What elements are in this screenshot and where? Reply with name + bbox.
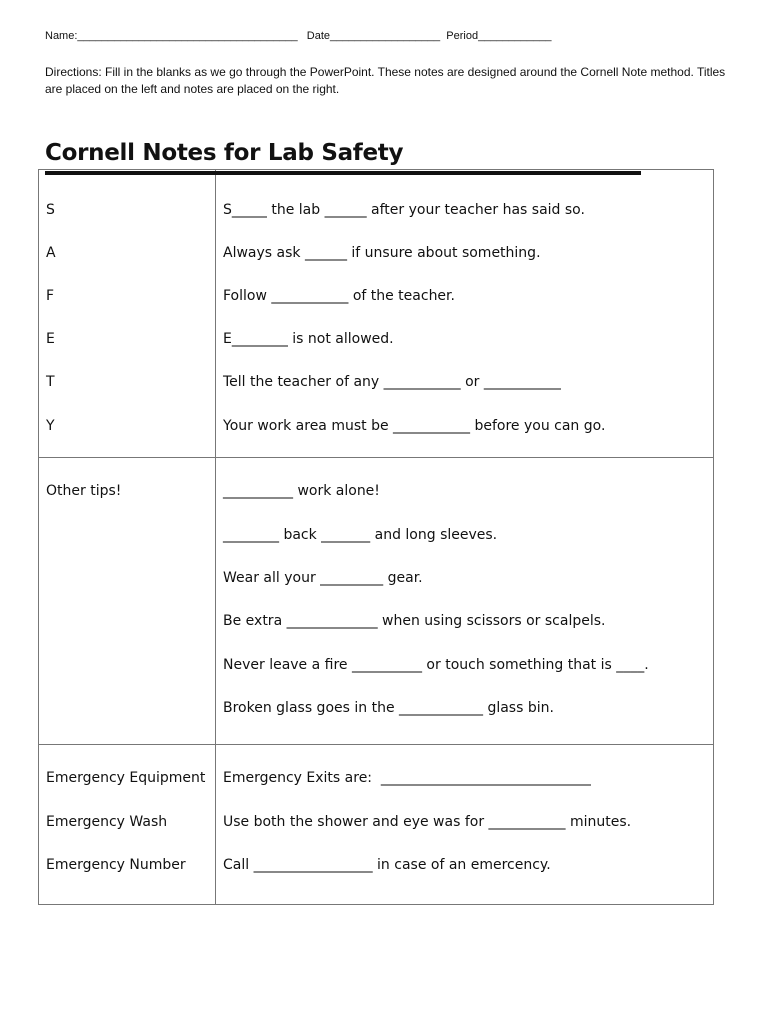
notes-table xyxy=(38,169,714,905)
title-underline xyxy=(45,171,641,175)
directions-text: Directions: Fill in the blanks as we go through the PowerPoint. These notes are designed around the Cornell Note method. Titles are placed on the left and notes are placed on the right. xyxy=(45,65,726,96)
safety-letter-s: S xyxy=(46,202,55,218)
safety-note-f: Follow ___________ of the teacher. xyxy=(223,288,455,304)
tip-note-1: __________ work alone! xyxy=(223,483,380,499)
tip-note-3: Wear all your _________ gear. xyxy=(223,570,423,586)
emergency-equipment-label: Emergency Equipment xyxy=(46,770,206,786)
other-tips-heading: Other tips! xyxy=(46,483,122,499)
safety-letter-e: E xyxy=(46,331,55,347)
safety-note-e: E________ is not allowed. xyxy=(223,331,394,347)
emergency-wash-label: Emergency Wash xyxy=(46,814,168,830)
row-divider-1 xyxy=(39,457,713,458)
tip-note-4: Be extra _____________ when using scissors or scalpels. xyxy=(223,613,606,629)
safety-letter-a: A xyxy=(46,245,56,261)
safety-note-a: Always ask ______ if unsure about something. xyxy=(223,245,541,261)
safety-note-y: Your work area must be ___________ before you can go. xyxy=(223,418,606,434)
emergency-exits-note: Emergency Exits are: ______________________________ xyxy=(223,770,591,786)
page-title: Cornell Notes for Lab Safety xyxy=(45,140,404,166)
emergency-number-label: Emergency Number xyxy=(46,857,186,873)
row-divider-2 xyxy=(39,744,713,745)
emergency-wash-note: Use both the shower and eye was for ___________ minutes. xyxy=(223,814,632,830)
tip-note-2: ________ back _______ and long sleeves. xyxy=(223,527,498,543)
tip-note-5: Never leave a fire __________ or touch something that is ____. xyxy=(223,657,649,673)
safety-letter-f: F xyxy=(46,288,55,304)
safety-note-t: Tell the teacher of any ___________ or ___________ xyxy=(223,374,561,390)
emergency-number-note: Call _________________ in case of an emercency. xyxy=(223,857,551,873)
column-divider xyxy=(215,170,216,904)
safety-letter-y: Y xyxy=(46,418,55,434)
header-line: Name:____________________________________ Date__________________ Period____________ xyxy=(45,30,552,42)
safety-note-s: S_____ the lab ______ after your teacher has said so. xyxy=(223,202,585,218)
safety-letter-t: T xyxy=(46,374,55,390)
tip-note-6: Broken glass goes in the ____________ glass bin. xyxy=(223,700,554,716)
